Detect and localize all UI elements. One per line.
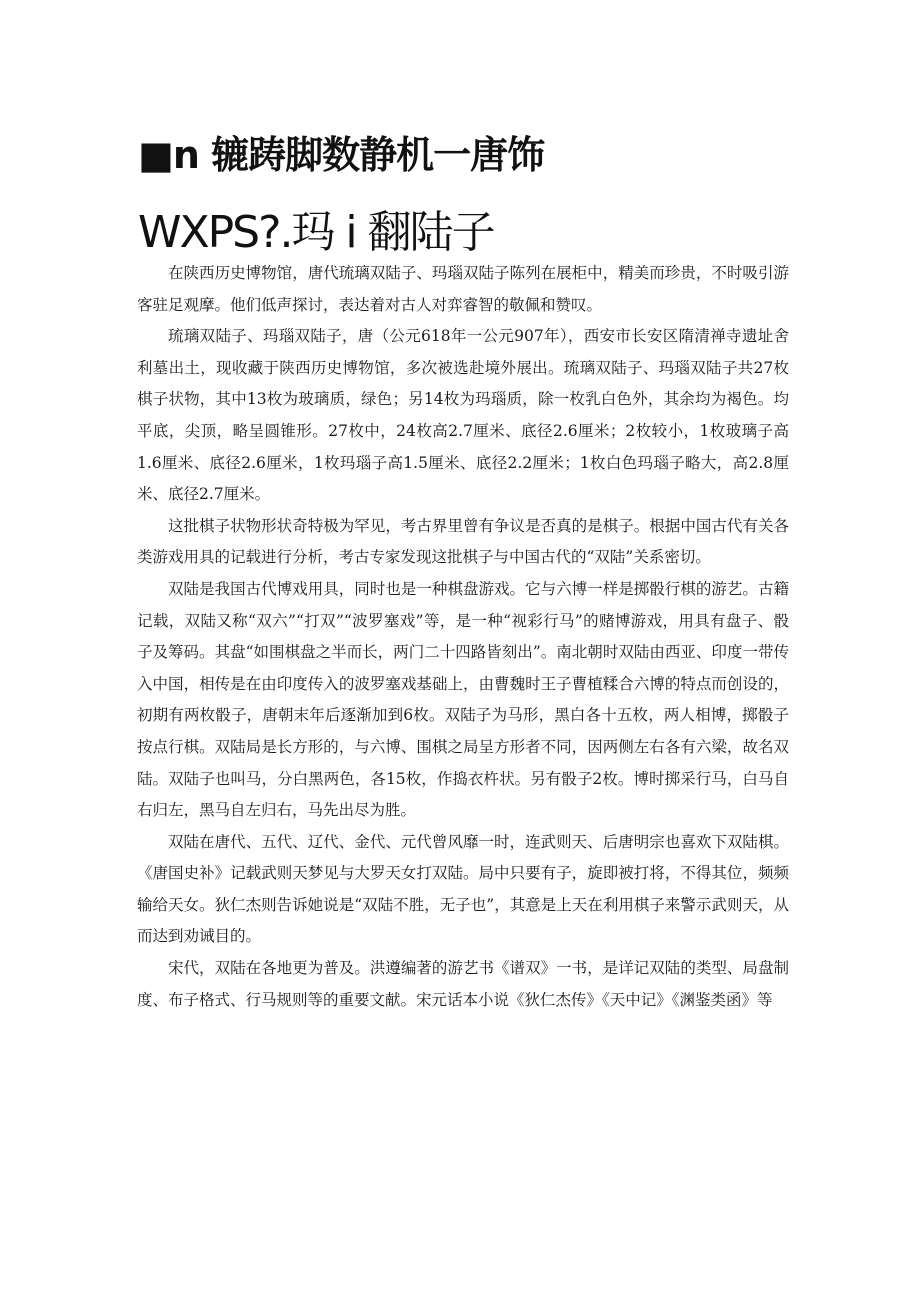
article-body <box>137 258 789 1016</box>
paragraph-archaeology-debate: 这批棋子状物形状奇特极为罕见，考古界里曾有争议是否真的是棋子。根据中国古代有关各类游戏用具的记载进行分析，考古专家发现这批棋子与中国古代的“双陆”关系密切。 <box>137 516 789 567</box>
document-title-line-1: ■n 辘踌脚数静机一唐饰 <box>138 133 545 177</box>
paragraph-song-dynasty: 宋代，双陆在各地更为普及。洪遵编著的游艺书《谱双》一书，是详记双陆的类型、局盘制度、布子格式、行马规则等的重要文献。宋元话本小说《狄仁杰传》《天中记》《渊鉴类函》等 <box>137 959 789 1009</box>
paragraph-shuanglu-history: 双陆是我国古代博戏用具，同时也是一种棋盘游戏。它与六博一样是掷骰行棋的游艺。古籍记载，双陆又称“双六”“打双”“波罗塞戏”等，是一种“视彩行马”的赌博游戏，用具有盘子、骰子及筹码。其盘“如围棋盘之半而长，两门二十四路皆刻出”。南北朝时双陆由西亚、印度一带传入中国，相传是在由印度传入的波罗塞戏基础上，由曹魏时王子曹植糅合六博的特点而创设的，初期有两枚骰子，唐朝末年后逐渐加到6枚。双陆子为马形，黑白各十五枚，两人相博，掷骰子按点行棋。双陆局是长方形的，与六博、围棋之局呈方形者不同，因两侧左右各有六梁，故名双陆。双陆子也叫马，分白黑两色，各15枚，作捣衣杵状。另有骰子2枚。博时掷采行马，白马自右归左，黑马自左归右，马先出尽为胜。 <box>137 579 789 820</box>
paragraph-tang-popularity: 双陆在唐代、五代、辽代、金代、元代曾风靡一时，连武则天、后唐明宗也喜欢下双陆棋。《唐国史补》记载武则天梦见与大罗天女打双陆。局中只要有子，旋即被打将，不得其位，频频输给天女。狄仁杰则告诉她说是“双陆不胜，无子也”，其意是上天在利用棋子来警示武则天，从而达到劝诫目的。 <box>137 832 789 946</box>
paragraph-artifact-description: 琉璃双陆子、玛瑙双陆子，唐（公元618年一公元907年），西安市长安区隋清禅寺遗址舍利墓出土，现收藏于陕西历史博物馆，多次被选赴境外展出。琉璃双陆子、玛瑙双陆子共27枚棋子状物，其中13枚为玻璃质，绿色；另14枚为玛瑙质，除一枚乳白色外，其余均为褐色。均平底，尖顶，略呈圆锥形。27枚中，24枚高2.7厘米、底径2.6厘米；2枚较小，1枚玻璃子高1.6厘米、底径2.6厘米，1枚玛瑙子高1.5厘米、底径2.2厘米；1枚白色玛瑙子略大，高2.8厘米、底径2.7厘米。 <box>137 327 789 504</box>
paragraph-museum-intro: 在陕西历史博物馆，唐代琉璃双陆子、玛瑙双陆子陈列在展柜中，精美而珍贵，不时吸引游客驻足观摩。他们低声探讨，表达着对古人对弈睿智的敬佩和赞叹。 <box>137 264 789 314</box>
document-title-line-2: WXPS?.玛 i 翻陆子 <box>138 207 494 258</box>
